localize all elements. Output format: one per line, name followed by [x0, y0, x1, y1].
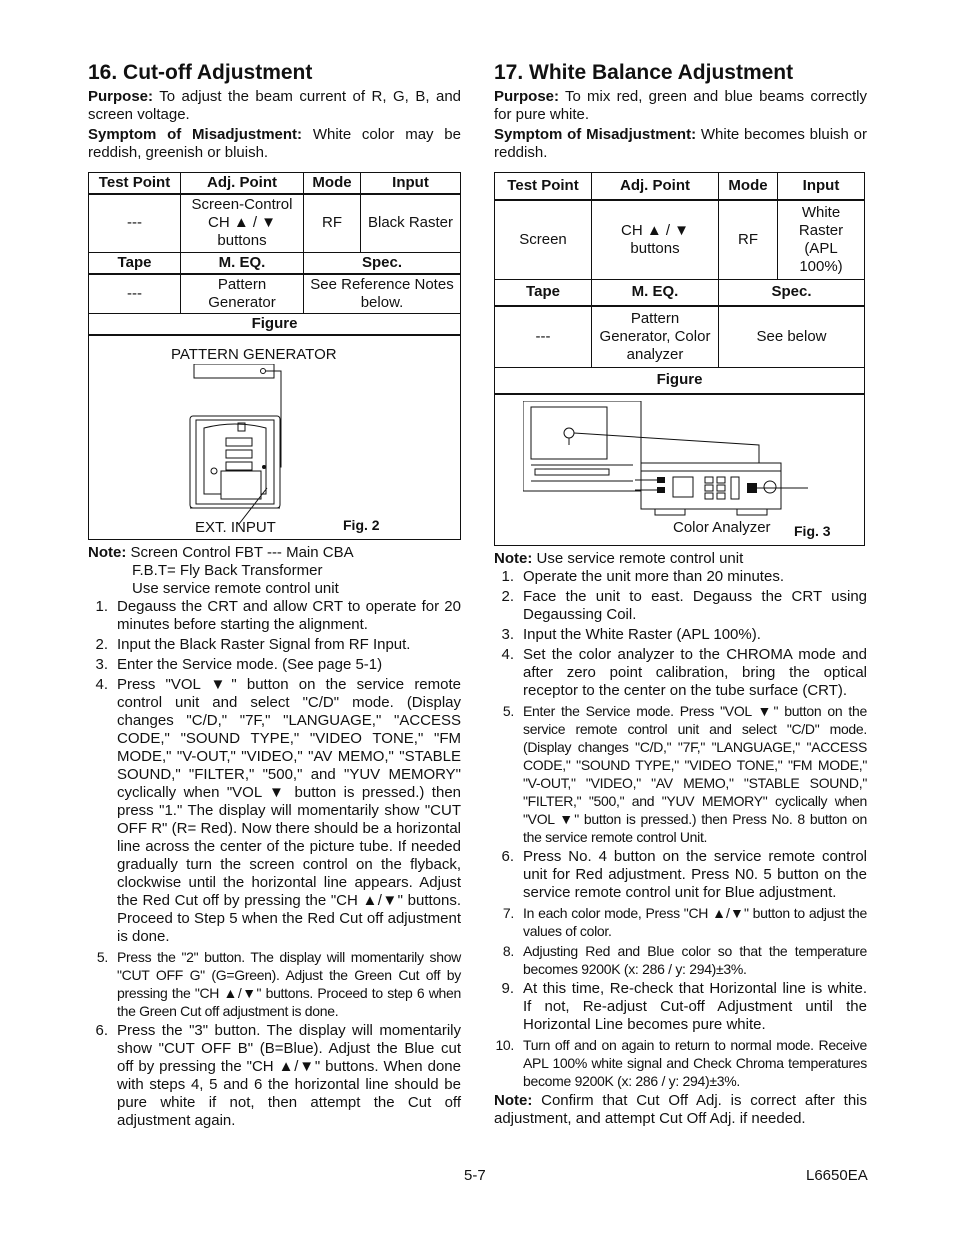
ext-input-label: EXT. INPUT: [195, 519, 276, 536]
header-mode: Mode: [304, 173, 361, 195]
header-spec: Spec.: [304, 252, 461, 274]
adjustment-table: [88, 172, 461, 540]
step: 1. Operate the unit more than 20 minutes.: [501, 567, 784, 585]
note: Note: Screen Control FBT --- Main CBA F.B.T= Fly Back Transformer Use service remote control unit: [88, 544, 354, 597]
cell-mode: RF: [304, 194, 361, 252]
step: 6. Press No. 4 button on the service remote control unit for Red adjustment. Press N0. 5 button on the service remote control unit for Blue adjustment.: [501, 847, 867, 901]
steps-list: [88, 598, 461, 1130]
step: 4. Press "VOL ▼" button on the service remote control unit and select "C/D" mode. (Display changes "C/D," "7F," "LANGUAGE," "ACCESS CODE," "SOUND TYPE," "VIDEO TONE," "FM MODE," "V-OUT," "VIDEO," "AV MEMO," "STABLE SOUND," "FILTER," "500," and "YUV MEMORY" cyclically when "VOL ▼ button is pressed.) then press "1." The display will momentarily show "CUT OFF R" (R= Red). Now there should be a horizontal line across the center of the picture tube. If needed gradually turn the screen control on the flyback, clockwise until the horizontal line appears. Adjust the Red Cut off by pressing the "CH ▲/▼" buttons. Proceed to Step 5 when the Red Cut off adjustment is done.: [95, 676, 461, 945]
final-note: Note: Confirm that Cut Off Adj. is correct after this adjustment, and attempt Cut Off Adj. if needed.: [494, 1091, 867, 1127]
cell-spec: See Reference Notes below.: [304, 274, 461, 314]
step: 4. Set the color analyzer to the CHROMA mode and after zero point calibration, bring the optical receptor to the center on the tube surface (CRT).: [501, 645, 867, 699]
section-white-balance: [494, 60, 867, 1128]
figure-3: [495, 394, 865, 546]
adjustment-table: [494, 172, 865, 546]
color-analyzer-label: Color Analyzer: [673, 518, 771, 536]
symptom: Symptom of Misadjustment: White becomes bluish or reddish.: [494, 126, 867, 161]
header-input: Input: [361, 173, 461, 195]
header-meq: M. EQ.: [181, 252, 304, 274]
figure-2: [89, 335, 461, 540]
steps-list: [494, 568, 867, 1090]
section-cutoff: [88, 60, 461, 1130]
figure-caption: Fig. 3: [794, 522, 831, 539]
cell-tape: ---: [495, 306, 592, 368]
cell-tape: ---: [89, 274, 181, 314]
header-adj-point: Adj. Point: [592, 173, 719, 200]
step: 5. Press the "2" button. The display will momentarily show "CUT OFF G" (G=Green). Adjust the Green Cut off by pressing the "CH ▲/▼" buttons. Proceed to step 6 when the Green Cut off adjustment is done.: [96, 949, 461, 1019]
note: Note: Use service remote control unit: [494, 549, 744, 567]
cell-spec: See below: [719, 306, 865, 368]
header-spec: Spec.: [719, 280, 865, 306]
step: 5. Enter the Service mode. Press "VOL ▼" button on the service remote control unit and select "C/D" mode. (Display changes "C/D," "7F," "LANGUAGE," "ACCESS CODE," "SOUND TYPE," "VIDEO TONE," "FM MODE," "V-OUT," "VIDEO," "AV MEMO," "STABLE SOUND," "FILTER," "500," and "YUV MEMORY" cyclically when "VOL ▼" button is pressed.) then Press No. 8 button on the service remote control Unit.: [502, 702, 867, 845]
step: 10. Turn off and on again to return to normal mode. Receive APL 100% white signal and Check Chroma temperatures become 9200K (x: 286 / y: 294)±3%.: [495, 1036, 867, 1089]
step: 3. Input the White Raster (APL 100%).: [501, 625, 761, 643]
header-tape: Tape: [495, 280, 592, 306]
purpose: Purpose: To adjust the beam current of R, G, B, and screen voltage.: [88, 88, 461, 123]
cell-adj-point: CH ▲ / ▼ buttons: [592, 200, 719, 280]
header-input: Input: [778, 173, 865, 200]
header-figure: Figure: [495, 368, 865, 394]
cell-input: White Raster (APL 100%): [778, 200, 865, 280]
header-meq: M. EQ.: [592, 280, 719, 306]
cell-test-point: Screen: [495, 200, 592, 280]
figure-caption: Fig. 2: [343, 517, 380, 533]
step: 8. Adjusting Red and Blue color so that the temperature becomes 9200K (x: 286 / y: 294)±3%.: [502, 942, 867, 977]
header-mode: Mode: [719, 173, 778, 200]
step: 6. Press the "3" button. The display will momentarily show "CUT OFF B" (B=Blue). Adjust the Blue cut off by pressing the "CH ▲/▼" buttons. When done with steps 4, 5 and 6 the horizontal line should be pure white if not, then attempt the Cut off adjustment again.: [95, 1022, 461, 1129]
section-title: 16. Cut-off Adjustment: [88, 61, 313, 84]
step: 1. Degauss the CRT and allow CRT to operate for 20 minutes before starting the alignment.: [95, 598, 461, 633]
cell-test-point: ---: [89, 194, 181, 252]
step: 3. Enter the Service mode. (See page 5-1): [95, 656, 383, 673]
section-title: 17. White Balance Adjustment: [494, 61, 794, 84]
cell-meq: Pattern Generator: [181, 274, 304, 314]
tv-color-analyzer-diagram: [523, 401, 813, 519]
header-test-point: Test Point: [495, 173, 592, 200]
header-figure: Figure: [89, 314, 461, 336]
header-test-point: Test Point: [89, 173, 181, 195]
step: 9. At this time, Re-check that Horizontal line is white. If not, Re-adjust Cut-off Adjustment until the Horizontal Line becomes pure white.: [501, 979, 867, 1033]
cell-adj-point: Screen-Control CH ▲ / ▼ buttons: [181, 194, 304, 252]
header-tape: Tape: [89, 252, 181, 274]
step: 2. Input the Black Raster Signal from RF Input.: [95, 636, 411, 653]
cell-meq: Pattern Generator, Color analyzer: [592, 306, 719, 368]
page-number: 5-7: [464, 1167, 486, 1184]
step: 2. Face the unit to east. Degauss the CRT using Degaussing Coil.: [501, 587, 867, 623]
header-adj-point: Adj. Point: [181, 173, 304, 195]
purpose: Purpose: To mix red, green and blue beams correctly for pure white.: [494, 88, 867, 123]
cell-mode: RF: [719, 200, 778, 280]
symptom: Symptom of Misadjustment: White color may be reddish, greenish or bluish.: [88, 126, 461, 161]
pattern-generator-label: PATTERN GENERATOR: [171, 346, 337, 363]
model-number: L6650EA: [806, 1167, 868, 1184]
step: 7. In each color mode, Press "CH ▲/▼" button to adjust the values of color.: [502, 904, 867, 939]
cell-input: Black Raster: [361, 194, 461, 252]
